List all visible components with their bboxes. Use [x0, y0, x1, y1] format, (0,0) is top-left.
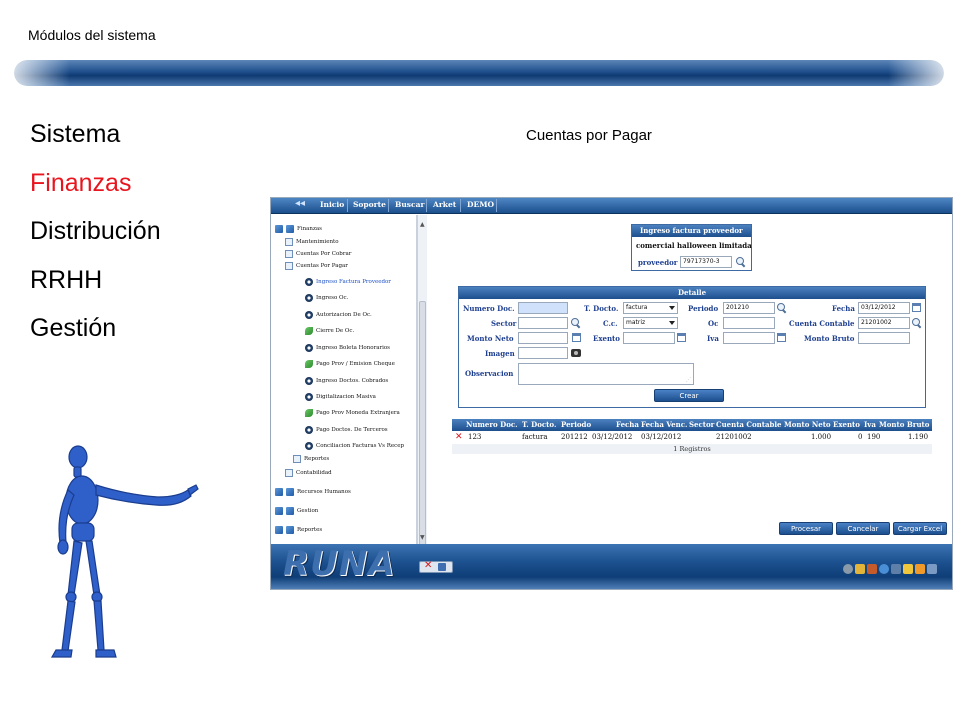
- col-t-docto[interactable]: T. Docto.: [522, 420, 557, 429]
- menubar: [271, 198, 952, 214]
- cell-numero-doc: 123: [468, 433, 482, 441]
- help-icon[interactable]: [879, 564, 889, 574]
- oc-label: Oc: [708, 319, 719, 328]
- menu-buscar[interactable]: Buscar: [395, 200, 425, 209]
- window-icon[interactable]: [438, 563, 446, 571]
- document-icon: [285, 250, 293, 258]
- grid-footer: 1 Registros: [452, 444, 932, 454]
- proveedor-label: proveedor: [638, 258, 678, 267]
- document-icon: [285, 469, 293, 477]
- tree-node-cierre-oc[interactable]: Cierre De Oc.: [305, 327, 354, 335]
- tree-node-digitalizacion-masiva[interactable]: Digitalizacion Masiva: [305, 393, 376, 401]
- observacion-label: Observacion: [465, 369, 514, 378]
- tree-node-finanzas[interactable]: Finanzas: [275, 225, 322, 233]
- monto-neto-input[interactable]: [518, 332, 568, 344]
- cell-monto-neto: 1.000: [811, 433, 832, 441]
- gear-icon: [305, 278, 313, 286]
- tree-node-pago-prov-moneda-extranjera[interactable]: Pago Prov Moneda Extranjera: [305, 409, 400, 417]
- imagen-label: Imagen: [485, 349, 515, 358]
- t-docto-label: T. Docto.: [584, 304, 619, 313]
- tree-node-cuentas-por-pagar[interactable]: Cuentas Por Pagar: [285, 262, 348, 270]
- camera-icon[interactable]: [571, 349, 581, 357]
- taskbar-chip[interactable]: [419, 561, 453, 573]
- fecha-label: Fecha: [832, 304, 855, 313]
- sector-input[interactable]: [518, 317, 568, 329]
- tree-node-recursos-humanos[interactable]: Recursos Humanos: [275, 488, 351, 496]
- gear-icon: [305, 442, 313, 450]
- menu-separator: [347, 199, 348, 212]
- tree-node-ingreso-boleta-honorarios[interactable]: Ingreso Boleta Honorarios: [305, 344, 390, 352]
- leaf-icon: [305, 409, 313, 417]
- cell-iva: 190: [867, 433, 881, 441]
- proveedor-input[interactable]: 79717370-3: [680, 256, 732, 268]
- menu-soporte[interactable]: Soporte: [353, 200, 386, 209]
- monto-bruto-input[interactable]: [858, 332, 910, 344]
- detalle-panel-title: Detalle: [459, 287, 925, 299]
- col-periodo[interactable]: Periodo: [561, 420, 592, 429]
- tree-node-gestion[interactable]: Gestion: [275, 507, 318, 515]
- scroll-thumb[interactable]: [419, 301, 426, 551]
- scroll-down-icon[interactable]: ▼: [420, 534, 425, 541]
- tree-node-reportes-sub[interactable]: Reportes: [293, 455, 329, 463]
- tree-node-cuentas-por-cobrar[interactable]: Cuentas Por Cobrar: [285, 250, 351, 258]
- leaf-icon: [305, 327, 313, 335]
- resize-handle-icon[interactable]: ⋰: [686, 377, 691, 383]
- col-monto-neto[interactable]: Monto Neto: [784, 420, 831, 429]
- gear-icon: [305, 294, 313, 302]
- col-fecha[interactable]: Fecha: [616, 420, 639, 429]
- numero-doc-input[interactable]: [518, 302, 568, 314]
- tree-scrollbar[interactable]: [417, 215, 427, 544]
- cuenta-contable-label: Cuenta Contable: [789, 319, 855, 328]
- tree-node-ingreso-doctos-cobrados[interactable]: Ingreso Doctos. Cobrados: [305, 377, 388, 385]
- periodo-input[interactable]: 201210: [723, 302, 775, 314]
- col-numero-doc[interactable]: Numero Doc.: [466, 420, 518, 429]
- fecha-input[interactable]: 03/12/2012: [858, 302, 910, 314]
- slide-caption: Cuentas por Pagar: [526, 127, 652, 144]
- folder-icon: [286, 526, 294, 534]
- grid-header: [452, 419, 932, 431]
- periodo-label: Periodo: [688, 304, 719, 313]
- menu-separator: [426, 199, 427, 212]
- menu-separator: [388, 199, 389, 212]
- tree-node-reportes[interactable]: Reportes: [275, 526, 322, 534]
- calculator-icon[interactable]: [777, 333, 786, 342]
- menu-arket[interactable]: Arket: [433, 200, 457, 209]
- delete-icon[interactable]: ✕: [455, 432, 463, 442]
- calculator-icon[interactable]: [677, 333, 686, 342]
- slide-header: Módulos del sistema: [28, 27, 156, 43]
- table-row[interactable]: [452, 432, 932, 443]
- col-cuenta-contable[interactable]: Cuenta Contable: [716, 420, 782, 429]
- cc-select[interactable]: matriz: [623, 317, 678, 329]
- document-icon: [285, 262, 293, 270]
- document-icon: [293, 455, 301, 463]
- detalle-panel: [458, 286, 926, 408]
- folder-icon: [275, 526, 283, 534]
- col-fecha-venc[interactable]: Fecha Venc.: [641, 420, 688, 429]
- cell-fecha-venc: 03/12/2012: [641, 433, 682, 441]
- cargar-excel-button[interactable]: Cargar Excel: [893, 522, 947, 535]
- col-sector[interactable]: Sector: [689, 420, 715, 429]
- gear-icon: [305, 311, 313, 319]
- folder-icon: [286, 488, 294, 496]
- module-menu: [30, 116, 161, 359]
- proveedor-name: comercial halloween limitada: [636, 241, 752, 250]
- exento-label: Exento: [593, 334, 620, 343]
- navigation-tree: [271, 215, 417, 544]
- star-icon[interactable]: [903, 564, 913, 574]
- gear-icon: [305, 344, 313, 352]
- tree-node-pago-doctos-terceros[interactable]: Pago Doctos. De Terceros: [305, 426, 388, 434]
- crear-button[interactable]: Crear: [654, 389, 724, 402]
- sector-label: Sector: [491, 319, 517, 328]
- gear-icon: [305, 426, 313, 434]
- menu-item-rrhh[interactable]: RRHH: [30, 265, 103, 294]
- scroll-up-icon[interactable]: ▲: [420, 221, 425, 228]
- t-docto-select[interactable]: factura: [623, 302, 678, 314]
- tree-node-pago-prov-emision-cheque[interactable]: Pago Prov / Emision Cheque: [305, 360, 395, 368]
- tree-node-mantenimiento[interactable]: Mantenimiento: [285, 238, 339, 246]
- cell-fecha: 03/12/2012: [592, 433, 633, 441]
- folder-icon[interactable]: [855, 564, 865, 574]
- numero-doc-label: Numero Doc.: [463, 304, 515, 313]
- monto-bruto-label: Monto Bruto: [804, 334, 855, 343]
- app-window: [270, 197, 953, 590]
- calendar-icon[interactable]: [912, 303, 921, 312]
- registros-grid: [452, 419, 932, 454]
- iva-label: Iva: [707, 334, 719, 343]
- cell-cuenta-contable: 21201002: [716, 433, 752, 441]
- menu-demo[interactable]: DEMO: [467, 200, 495, 209]
- header-bar: [14, 60, 944, 86]
- proveedor-panel: [631, 224, 752, 271]
- observacion-textarea[interactable]: [518, 363, 694, 385]
- iva-input[interactable]: [723, 332, 775, 344]
- search-icon[interactable]: [777, 303, 787, 313]
- menu-item-sistema[interactable]: Sistema: [30, 120, 121, 148]
- menu-item-gestion[interactable]: Gestión: [30, 314, 117, 342]
- menu-item-distribucion[interactable]: Distribución: [30, 217, 161, 245]
- folder-icon: [275, 225, 283, 233]
- cell-periodo: 201212: [561, 433, 588, 441]
- oc-input[interactable]: [723, 317, 775, 329]
- proveedor-panel-title: Ingreso factura proveedor: [632, 225, 751, 237]
- close-icon[interactable]: ✕: [424, 560, 433, 571]
- tree-node-conciliacion-facturas[interactable]: Conciliacion Facturas Vs Recep: [305, 442, 404, 450]
- menu-inicio[interactable]: Inicio: [320, 200, 345, 209]
- back-arrows-icon[interactable]: ◂◂: [295, 198, 306, 209]
- chevron-down-icon: [669, 321, 675, 325]
- monto-neto-label: Monto Neto: [467, 334, 514, 343]
- folder-icon: [286, 507, 294, 515]
- mail-icon[interactable]: [891, 564, 901, 574]
- tree-node-ingreso-factura-proveedor[interactable]: Ingreso Factura Proveedor: [305, 278, 391, 286]
- cell-exento: 0: [858, 433, 863, 441]
- menu-separator: [496, 199, 497, 212]
- gear-icon: [305, 377, 313, 385]
- procesar-button[interactable]: Procesar: [779, 522, 833, 535]
- robot-illustration: [38, 445, 203, 670]
- cancelar-button[interactable]: Cancelar: [836, 522, 890, 535]
- tree-node-contabilidad[interactable]: Contabilidad: [285, 469, 332, 477]
- cell-t-docto: factura: [522, 433, 548, 441]
- exit-icon[interactable]: [927, 564, 937, 574]
- col-monto-bruto[interactable]: Monto Bruto: [879, 420, 930, 429]
- menu-item-finanzas[interactable]: Finanzas: [30, 168, 132, 197]
- col-exento[interactable]: Exento: [833, 420, 860, 429]
- search-icon[interactable]: [571, 318, 581, 328]
- leaf-icon: [305, 360, 313, 368]
- cell-monto-bruto: 1.190: [908, 433, 929, 441]
- menu-separator: [460, 199, 461, 212]
- briefcase-icon[interactable]: [867, 564, 877, 574]
- calculator-icon[interactable]: [572, 333, 581, 342]
- folder-icon: [286, 225, 294, 233]
- col-iva[interactable]: Iva: [864, 420, 876, 429]
- exento-input[interactable]: [623, 332, 675, 344]
- search-icon[interactable]: [736, 257, 746, 267]
- document-icon: [285, 238, 293, 246]
- search-icon[interactable]: [912, 318, 922, 328]
- imagen-input[interactable]: [518, 347, 568, 359]
- chevron-down-icon: [669, 306, 675, 310]
- folder-icon: [275, 507, 283, 515]
- gear-icon: [305, 393, 313, 401]
- globe-icon[interactable]: [843, 564, 853, 574]
- folder-icon: [275, 488, 283, 496]
- user-icon[interactable]: [915, 564, 925, 574]
- runa-logo: RUNA: [283, 544, 396, 584]
- tree-node-ingreso-oc[interactable]: Ingreso Oc.: [305, 294, 348, 302]
- cuenta-contable-input[interactable]: 21201002: [858, 317, 910, 329]
- tree-node-autorizacion-oc[interactable]: Autorizacion De Oc.: [305, 311, 372, 319]
- cc-label: C.c.: [603, 319, 618, 328]
